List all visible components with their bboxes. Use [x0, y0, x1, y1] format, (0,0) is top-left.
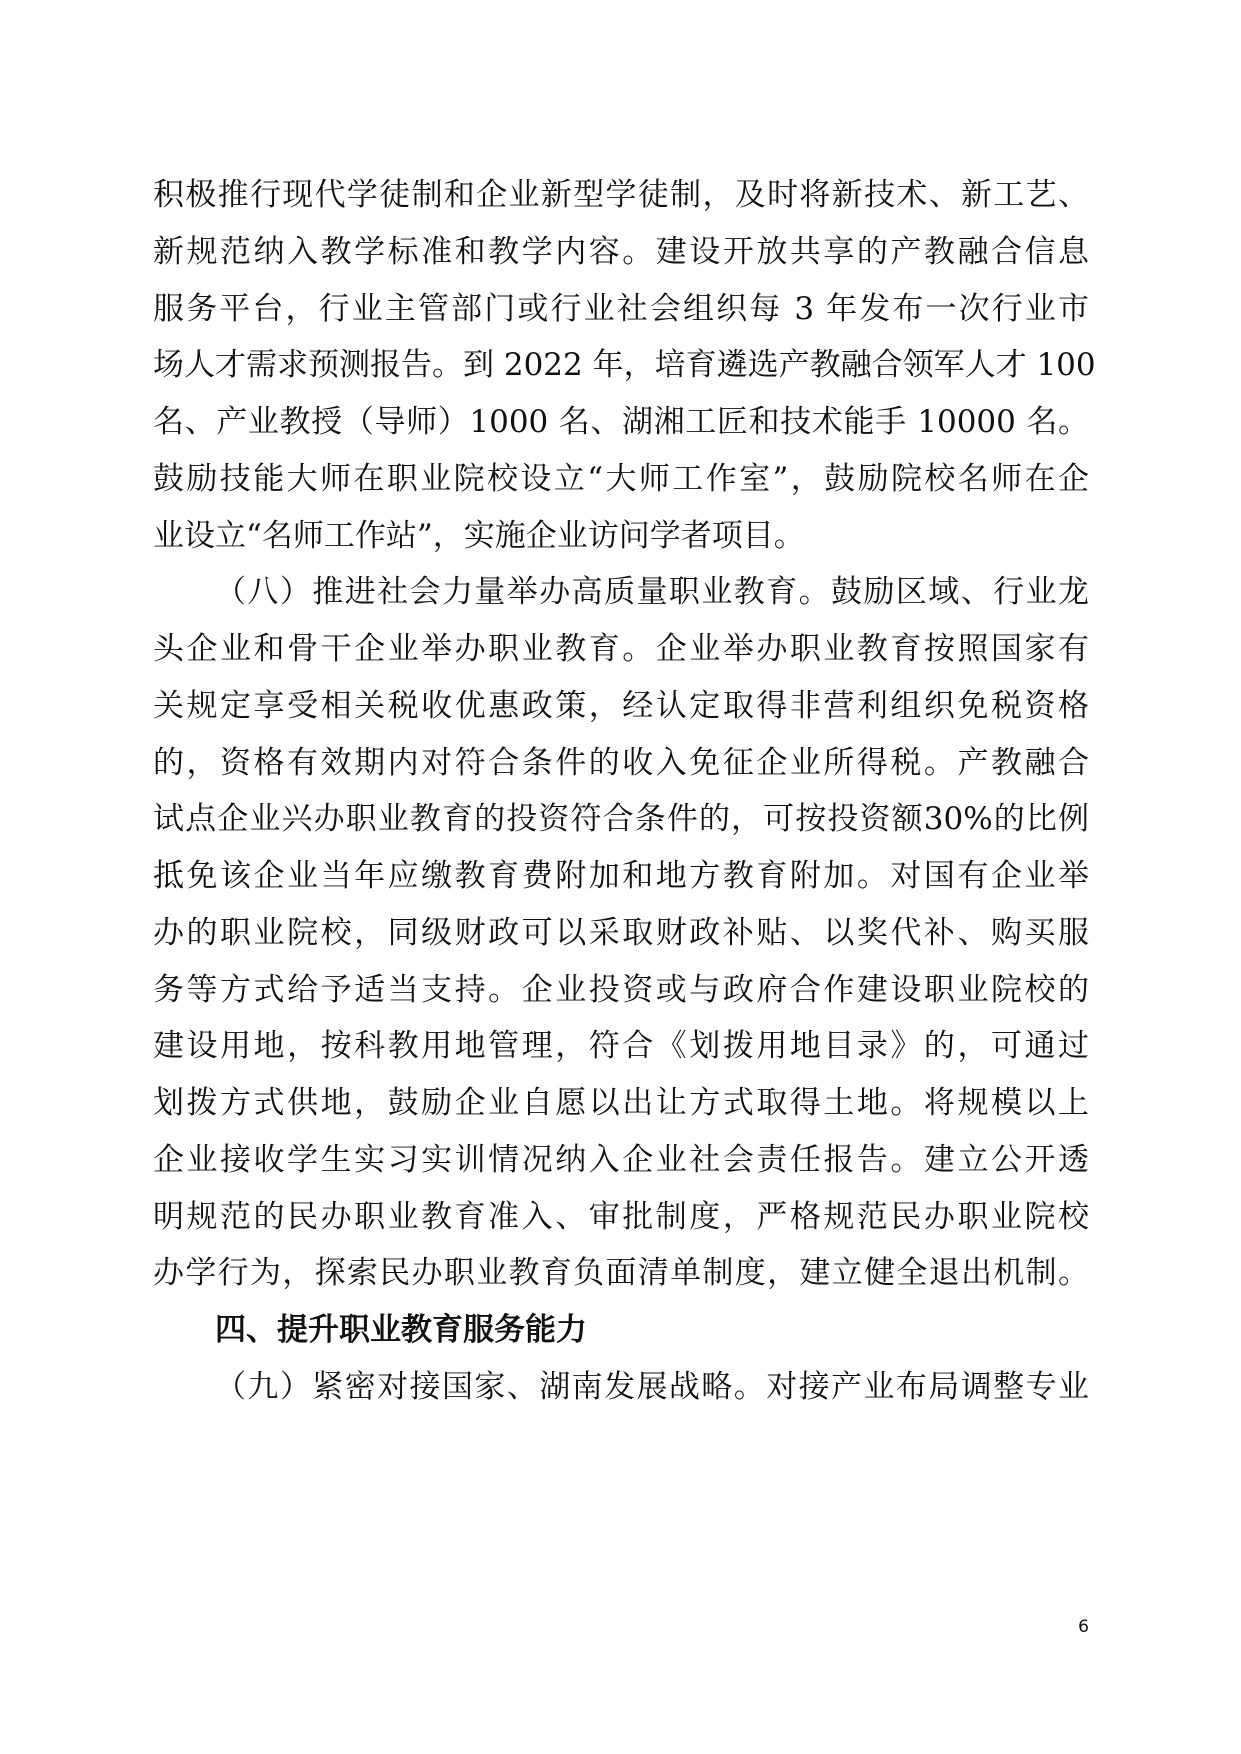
body-text-line: 业设立“名师工作站”，实施企业访问学者项目。	[153, 518, 805, 554]
section-heading: 四、提升职业教育服务能力	[215, 1312, 587, 1348]
body-text-line: 办学行为，探索民办职业教育负面清单制度，建立健全退出机制。	[153, 1255, 1089, 1291]
body-text-line: （八）推进社会力量举办高质量职业教育。鼓励区域、行业龙	[215, 574, 1089, 610]
body-text-line: 的，资格有效期内对符合条件的收入免征企业所得税。产教融合	[153, 745, 1089, 781]
body-text-line: 建设用地，按科教用地管理，符合《划拨用地目录》的，可通过	[153, 1028, 1089, 1064]
page-number: 6	[1078, 1617, 1089, 1637]
body-text-line: 试点企业兴办职业教育的投资符合条件的，可按投资额30%的比例	[153, 801, 1089, 837]
body-text-line: 划拨方式供地，鼓励企业自愿以出让方式取得土地。将规模以上	[153, 1085, 1089, 1121]
body-text-line: （九）紧密对接国家、湖南发展战略。对接产业布局调整专业	[215, 1369, 1089, 1405]
body-text-line: 头企业和骨干企业举办职业教育。企业举办职业教育按照国家有	[153, 631, 1089, 667]
body-text-line: 企业接收学生实习实训情况纳入企业社会责任报告。建立公开透	[153, 1142, 1089, 1178]
body-text-line: 场人才需求预测报告。到 2022 年，培育遴选产教融合领军人才 100	[153, 347, 1096, 383]
body-text-line: 办的职业院校，同级财政可以采取财政补贴、以奖代补、购买服	[153, 915, 1089, 951]
body-text-line: 新规范纳入教学标准和教学内容。建设开放共享的产教融合信息	[153, 234, 1089, 270]
body-text-line: 积极推行现代学徒制和企业新型学徒制，及时将新技术、新工艺、	[153, 177, 1089, 213]
body-text-line: 明规范的民办职业教育准入、审批制度，严格规范民办职业院校	[153, 1199, 1089, 1235]
body-text-line: 鼓励技能大师在职业院校设立“大师工作室”，鼓励院校名师在企	[153, 461, 1089, 497]
body-text-line: 服务平台，行业主管部门或行业社会组织每 3 年发布一次行业市	[153, 291, 1089, 327]
body-text-line: 务等方式给予适当支持。企业投资或与政府合作建设职业院校的	[153, 972, 1089, 1008]
body-text-line: 关规定享受相关税收优惠政策，经认定取得非营利组织免税资格	[153, 688, 1089, 724]
body-text-line: 名、产业教授（导师）1000 名、湖湘工匠和技术能手 10000 名。	[153, 404, 1089, 440]
body-text-line: 抵免该企业当年应缴教育费附加和地方教育附加。对国有企业举	[153, 858, 1089, 894]
